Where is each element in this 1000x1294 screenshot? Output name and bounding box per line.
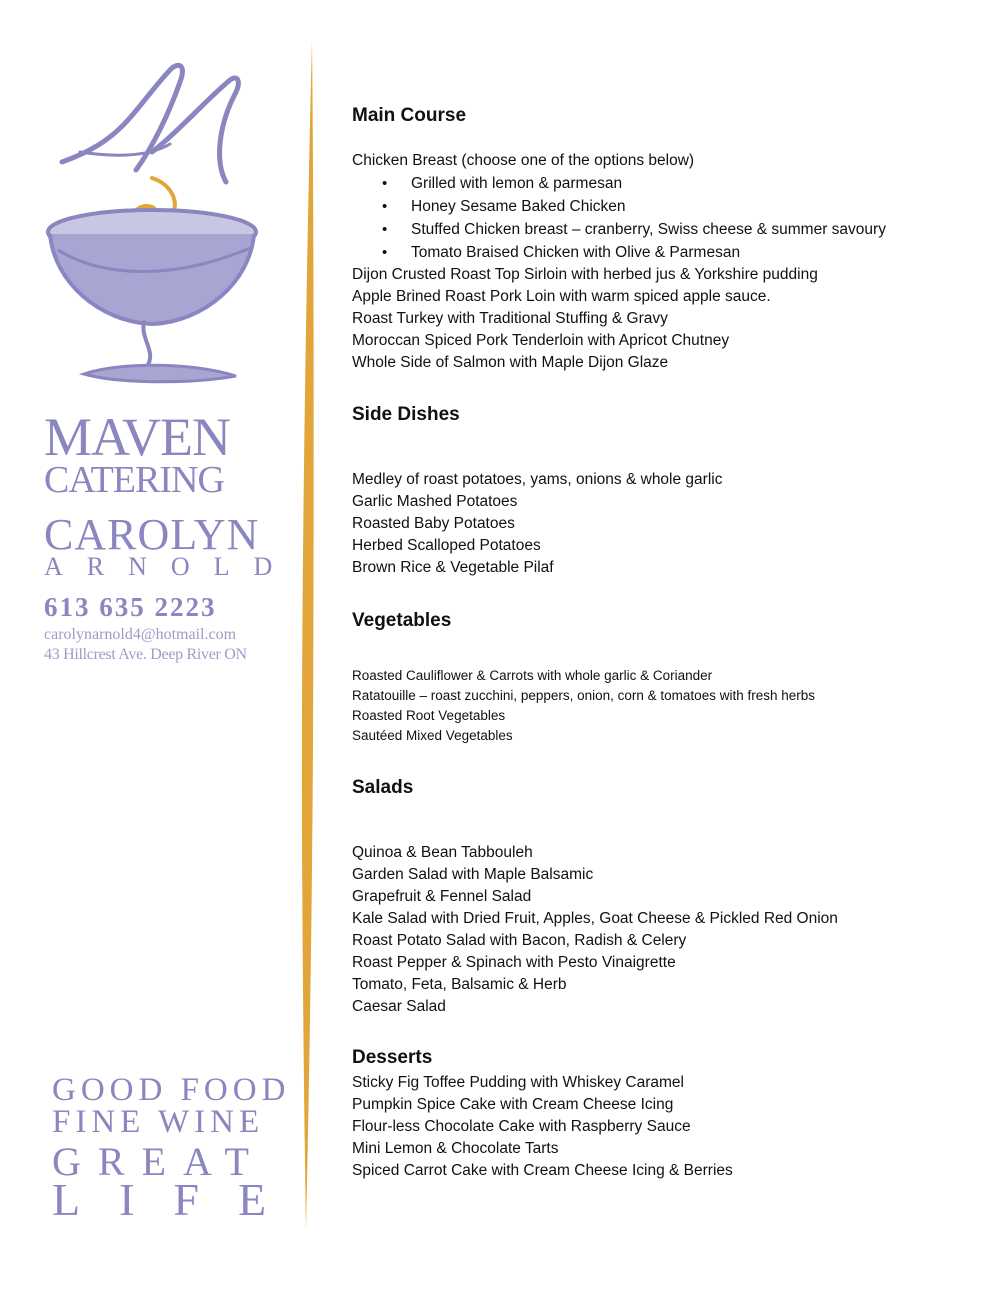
side-dishes-list: [352, 469, 722, 579]
tagline-great: GREAT: [52, 1139, 266, 1184]
list-item: Medley of roast potatoes, yams, onions & whole garlic: [352, 471, 723, 488]
main-course-heading: Main Course: [352, 105, 467, 126]
chicken-option-text: Honey Sesame Baked Chicken: [411, 198, 626, 215]
list-item: Roasted Baby Potatoes: [352, 515, 515, 532]
list-item: Herbed Scalloped Potatoes: [352, 537, 541, 554]
vegetables-heading: Vegetables: [352, 610, 452, 631]
owner-first-name: CAROLYN: [44, 510, 260, 559]
chicken-option-text: Stuffed Chicken breast – cranberry, Swiss cheese & summer savoury: [411, 221, 886, 238]
salads-list: [352, 842, 838, 1018]
list-item: Whole Side of Salmon with Maple Dijon Glaze: [352, 354, 669, 371]
brand-name-maven: MAVEN: [44, 407, 231, 467]
list-item: Dijon Crusted Roast Top Sirloin with herbed jus & Yorkshire pudding: [352, 266, 818, 283]
list-item: Roast Turkey with Traditional Stuffing & Gravy: [352, 310, 668, 327]
list-item: Grapefruit & Fennel Salad: [352, 888, 532, 905]
email-address: carolynarnold4@hotmail.com: [44, 626, 237, 643]
bullet-icon: •: [382, 198, 388, 215]
list-item: Quinoa & Bean Tabbouleh: [352, 844, 533, 861]
list-item: Ratatouille – roast zucchini, peppers, onion, corn & tomatoes with fresh herbs: [352, 688, 815, 703]
bullet-icon: •: [382, 175, 388, 192]
list-item: [380, 195, 886, 218]
list-item: Brown Rice & Vegetable Pilaf: [352, 559, 554, 576]
list-item: Garlic Mashed Potatoes: [352, 493, 518, 510]
list-item: Sticky Fig Toffee Pudding with Whiskey Caramel: [352, 1074, 684, 1091]
desserts-heading: Desserts: [352, 1047, 433, 1068]
list-item: Roast Pepper & Spinach with Pesto Vinaigrette: [352, 954, 676, 971]
list-item: Tomato, Feta, Balsamic & Herb: [352, 976, 567, 993]
list-item: Kale Salad with Dried Fruit, Apples, Goat Cheese & Pickled Red Onion: [352, 910, 838, 927]
vegetables-list: [352, 666, 815, 746]
list-item: Roast Potato Salad with Bacon, Radish & Celery: [352, 932, 687, 949]
chicken-intro-text: Chicken Breast (choose one of the options below): [352, 152, 695, 169]
bullet-icon: •: [382, 244, 388, 261]
list-item: Roasted Cauliflower & Carrots with whole garlic & Coriander: [352, 668, 713, 683]
brand-sidebar: [0, 0, 306, 1294]
street-address: 43 Hillcrest Ave. Deep River ON: [44, 646, 247, 663]
phone-number: 613 635 2223: [44, 592, 217, 622]
list-item: Roasted Root Vegetables: [352, 708, 506, 723]
brand-name-catering: CATERING: [44, 459, 224, 501]
tagline-fine-wine: FINE WINE: [52, 1104, 265, 1140]
list-item: Pumpkin Spice Cake with Cream Cheese Icing: [352, 1096, 674, 1113]
main-course-list: [352, 150, 886, 374]
list-item: Moroccan Spiced Pork Tenderloin with Apricot Chutney: [352, 332, 730, 349]
list-item: Mini Lemon & Chocolate Tarts: [352, 1140, 559, 1157]
list-item: Sautéed Mixed Vegetables: [352, 728, 513, 743]
chicken-options-list: [352, 172, 886, 264]
list-item: [380, 241, 886, 264]
side-dishes-heading: Side Dishes: [352, 404, 460, 425]
list-item-chicken-breast: [352, 150, 886, 264]
list-item: Apple Brined Roast Pork Loin with warm spiced apple sauce.: [352, 288, 771, 305]
list-item: Flour-less Chocolate Cake with Raspberry Sauce: [352, 1118, 691, 1135]
salads-heading: Salads: [352, 777, 414, 798]
list-item: Garden Salad with Maple Balsamic: [352, 866, 594, 883]
martini-glass-m-logo-icon: [40, 60, 270, 390]
list-item: Caesar Salad: [352, 998, 446, 1015]
list-item: Spiced Carrot Cake with Cream Cheese Icing & Berries: [352, 1162, 733, 1179]
chicken-option-text: Grilled with lemon & parmesan: [411, 175, 623, 192]
bullet-icon: •: [382, 221, 388, 238]
gold-divider-stroke: [296, 40, 320, 1240]
list-item: [380, 218, 886, 241]
tagline-good-food: GOOD FOOD: [52, 1072, 291, 1108]
owner-last-name: ARNOLD: [44, 552, 297, 581]
desserts-list: [352, 1072, 733, 1182]
chicken-option-text: Tomato Braised Chicken with Olive & Parmesan: [411, 244, 741, 261]
tagline-life: LIFE: [52, 1174, 306, 1225]
list-item: [380, 172, 886, 195]
